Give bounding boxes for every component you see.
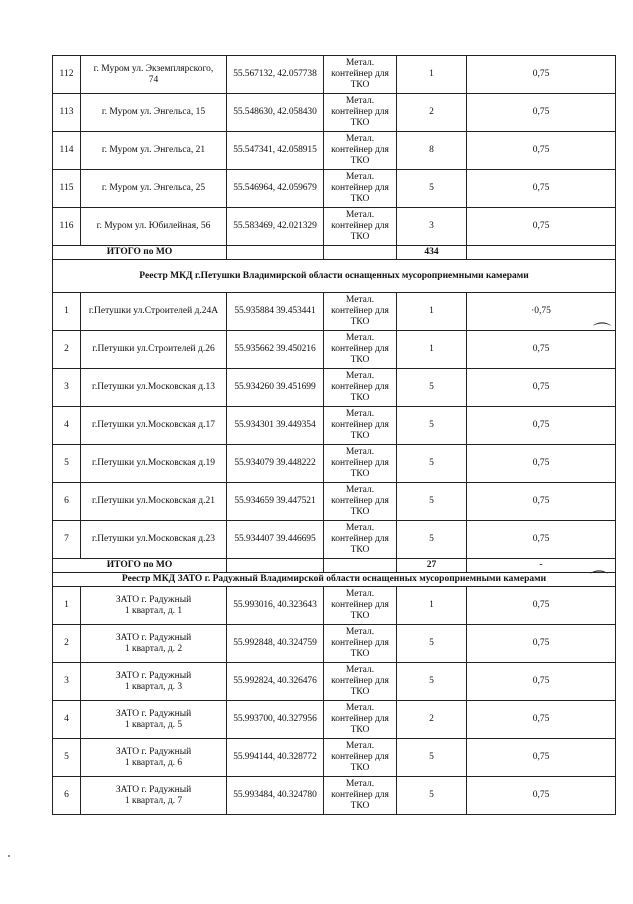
murom-section: [53, 56, 616, 246]
petushki-heading-section: [53, 260, 616, 293]
volume-cell: 0,75: [467, 521, 616, 559]
coordinates-cell: 55.934407 39.446695: [227, 521, 324, 559]
coordinates-cell: 55.993700, 40.327956: [227, 701, 324, 739]
row-number: 1: [53, 293, 81, 331]
coordinates-cell: 55.992824, 40.326476: [227, 663, 324, 701]
volume-cell: 0,75: [467, 94, 616, 132]
table-row: [53, 293, 616, 331]
raduzhny-heading-section: [53, 573, 616, 587]
volume-cell: 0,75: [467, 369, 616, 407]
volume-cell: 0,75: [467, 739, 616, 777]
table-row: [53, 587, 616, 625]
row-number: 4: [53, 701, 81, 739]
row-number: 2: [53, 331, 81, 369]
container-count-cell: 5: [397, 663, 467, 701]
container-type-cell: Метал. контейнер для ТКО: [324, 521, 397, 559]
volume-cell: 0,75: [467, 445, 616, 483]
container-count-cell: 3: [397, 208, 467, 246]
container-count-cell: 2: [397, 94, 467, 132]
table-row: [53, 369, 616, 407]
coordinates-cell: 55.547341, 42.058915: [227, 132, 324, 170]
container-type-cell: Метал. контейнер для ТКО: [324, 170, 397, 208]
table-row: [53, 208, 616, 246]
coordinates-cell: 55.934079 39.448222: [227, 445, 324, 483]
murom-total-section: [53, 246, 616, 260]
container-type-cell: Метал. контейнер для ТКО: [324, 369, 397, 407]
container-count-cell: 5: [397, 521, 467, 559]
volume-cell: 0,75: [467, 625, 616, 663]
volume-cell: 0,75: [467, 56, 616, 94]
total-label: ИТОГО по МО: [53, 246, 227, 260]
coordinates-cell: 55.567132, 42.057738: [227, 56, 324, 94]
row-number: 1: [53, 587, 81, 625]
section-heading-row: [53, 260, 616, 293]
address-cell: ЗАТО г. Радужный 1 квартал, д. 1: [81, 587, 227, 625]
address-cell: г. Муром ул. Энгельса, 25: [81, 170, 227, 208]
volume-cell: 0,75: [467, 663, 616, 701]
container-type-cell: Метал. контейнер для ТКО: [324, 56, 397, 94]
total-row: [53, 559, 616, 573]
container-type-cell: Метал. контейнер для ТКО: [324, 483, 397, 521]
row-number: 113: [53, 94, 81, 132]
address-cell: г. Муром ул. Энгельса, 15: [81, 94, 227, 132]
coordinates-cell: 55.993484, 40.324780: [227, 777, 324, 815]
section-heading: Реестр МКД ЗАТО г. Радужный Владимирской области оснащенных мусороприемными камерами: [53, 573, 616, 587]
table-row: [53, 170, 616, 208]
coordinates-cell: 55.583469, 42.021329: [227, 208, 324, 246]
row-number: 2: [53, 625, 81, 663]
container-type-cell: Метал. контейнер для ТКО: [324, 331, 397, 369]
container-count-cell: 1: [397, 56, 467, 94]
total-count: 27: [397, 559, 467, 573]
total-empty-cell: [324, 559, 397, 573]
address-cell: ЗАТО г. Радужный 1 квартал, д. 7: [81, 777, 227, 815]
address-cell: г.Петушки ул.Московская д.23: [81, 521, 227, 559]
address-cell: г. Муром ул. Экземплярского, 74: [81, 56, 227, 94]
coordinates-cell: 55.548630, 42.058430: [227, 94, 324, 132]
address-cell: ЗАТО г. Радужный 1 квартал, д. 3: [81, 663, 227, 701]
container-count-cell: 5: [397, 483, 467, 521]
total-row: [53, 246, 616, 260]
container-count-cell: 1: [397, 587, 467, 625]
container-count-cell: 2: [397, 701, 467, 739]
row-number: 5: [53, 739, 81, 777]
container-type-cell: Метал. контейнер для ТКО: [324, 625, 397, 663]
container-count-cell: 5: [397, 170, 467, 208]
total-volume: -: [467, 559, 616, 573]
petushki-section: [53, 293, 616, 559]
address-cell: г.Петушки ул.Московская д.17: [81, 407, 227, 445]
table-row: [53, 739, 616, 777]
coordinates-cell: 55.934260 39.451699: [227, 369, 324, 407]
total-empty-cell: [227, 559, 324, 573]
container-count-cell: 5: [397, 407, 467, 445]
scan-speck: [8, 855, 10, 857]
volume-cell: 0,75: [467, 777, 616, 815]
container-type-cell: Метал. контейнер для ТКО: [324, 208, 397, 246]
container-count-cell: 1: [397, 293, 467, 331]
section-heading-row: [53, 573, 616, 587]
table-row: [53, 132, 616, 170]
table-row: [53, 521, 616, 559]
volume-cell: 0,75: [467, 208, 616, 246]
petushki-total-section: [53, 559, 616, 573]
address-cell: г.Петушки ул.Строителей д.24А: [81, 293, 227, 331]
address-cell: ЗАТО г. Радужный 1 квартал, д. 2: [81, 625, 227, 663]
total-empty-cell: [324, 246, 397, 260]
coordinates-cell: 55.935662 39.450216: [227, 331, 324, 369]
volume-cell: 0,75: [467, 587, 616, 625]
table-row: [53, 94, 616, 132]
table-row: [53, 56, 616, 94]
container-count-cell: 5: [397, 445, 467, 483]
row-number: 116: [53, 208, 81, 246]
coordinates-cell: 55.546964, 42.059679: [227, 170, 324, 208]
row-number: 112: [53, 56, 81, 94]
coordinates-cell: 55.935884 39.453441: [227, 293, 324, 331]
container-type-cell: Метал. контейнер для ТКО: [324, 739, 397, 777]
volume-cell: 0,75: [467, 407, 616, 445]
registry-table: [52, 55, 616, 815]
container-count-cell: 5: [397, 777, 467, 815]
pen-mark-icon: ⌒: [593, 322, 611, 343]
table-row: [53, 331, 616, 369]
row-number: 6: [53, 777, 81, 815]
pen-mark-icon: ⌒: [590, 570, 608, 591]
address-cell: г.Петушки ул.Московская д.19: [81, 445, 227, 483]
container-count-cell: 5: [397, 739, 467, 777]
total-volume: [467, 246, 616, 260]
container-type-cell: Метал. контейнер для ТКО: [324, 587, 397, 625]
section-heading: Реестр МКД г.Петушки Владимирской области оснащенных мусороприемными камерами: [53, 260, 616, 293]
address-cell: г.Петушки ул.Московская д.21: [81, 483, 227, 521]
container-count-cell: 5: [397, 369, 467, 407]
container-type-cell: Метал. контейнер для ТКО: [324, 94, 397, 132]
address-cell: г.Петушки ул.Строителей д.26: [81, 331, 227, 369]
coordinates-cell: 55.992848, 40.324759: [227, 625, 324, 663]
volume-cell: 0,75: [467, 170, 616, 208]
address-cell: г. Муром ул. Энгельса, 21: [81, 132, 227, 170]
volume-cell: 0,75: [467, 701, 616, 739]
container-type-cell: Метал. контейнер для ТКО: [324, 777, 397, 815]
volume-cell: 0,75: [467, 132, 616, 170]
row-number: 115: [53, 170, 81, 208]
container-type-cell: Метал. контейнер для ТКО: [324, 663, 397, 701]
address-cell: г.Петушки ул.Московская д.13: [81, 369, 227, 407]
coordinates-cell: 55.994144, 40.328772: [227, 739, 324, 777]
volume-cell: ·0,75: [467, 293, 616, 331]
table-row: [53, 663, 616, 701]
container-count-cell: 8: [397, 132, 467, 170]
address-cell: г. Муром ул. Юбилейная, 56: [81, 208, 227, 246]
container-type-cell: Метал. контейнер для ТКО: [324, 701, 397, 739]
row-number: 4: [53, 407, 81, 445]
row-number: 3: [53, 663, 81, 701]
table-row: [53, 407, 616, 445]
raduzhny-section: [53, 587, 616, 815]
coordinates-cell: 55.934301 39.449354: [227, 407, 324, 445]
container-count-cell: 5: [397, 625, 467, 663]
container-type-cell: Метал. контейнер для ТКО: [324, 132, 397, 170]
table-row: [53, 777, 616, 815]
coordinates-cell: 55.934659 39.447521: [227, 483, 324, 521]
container-type-cell: Метал. контейнер для ТКО: [324, 293, 397, 331]
address-cell: ЗАТО г. Радужный 1 квартал, д. 5: [81, 701, 227, 739]
container-count-cell: 1: [397, 331, 467, 369]
volume-cell: 0,75: [467, 483, 616, 521]
table-row: [53, 483, 616, 521]
container-type-cell: Метал. контейнер для ТКО: [324, 407, 397, 445]
coordinates-cell: 55.993016, 40.323643: [227, 587, 324, 625]
table-row: [53, 625, 616, 663]
table-row: [53, 445, 616, 483]
total-empty-cell: [227, 246, 324, 260]
row-number: 3: [53, 369, 81, 407]
row-number: 6: [53, 483, 81, 521]
address-cell: ЗАТО г. Радужный 1 квартал, д. 6: [81, 739, 227, 777]
container-type-cell: Метал. контейнер для ТКО: [324, 445, 397, 483]
row-number: 5: [53, 445, 81, 483]
row-number: 114: [53, 132, 81, 170]
total-label: ИТОГО по МО: [53, 559, 227, 573]
row-number: 7: [53, 521, 81, 559]
total-count: 434: [397, 246, 467, 260]
volume-cell: 0,75: [467, 331, 616, 369]
table-row: [53, 701, 616, 739]
